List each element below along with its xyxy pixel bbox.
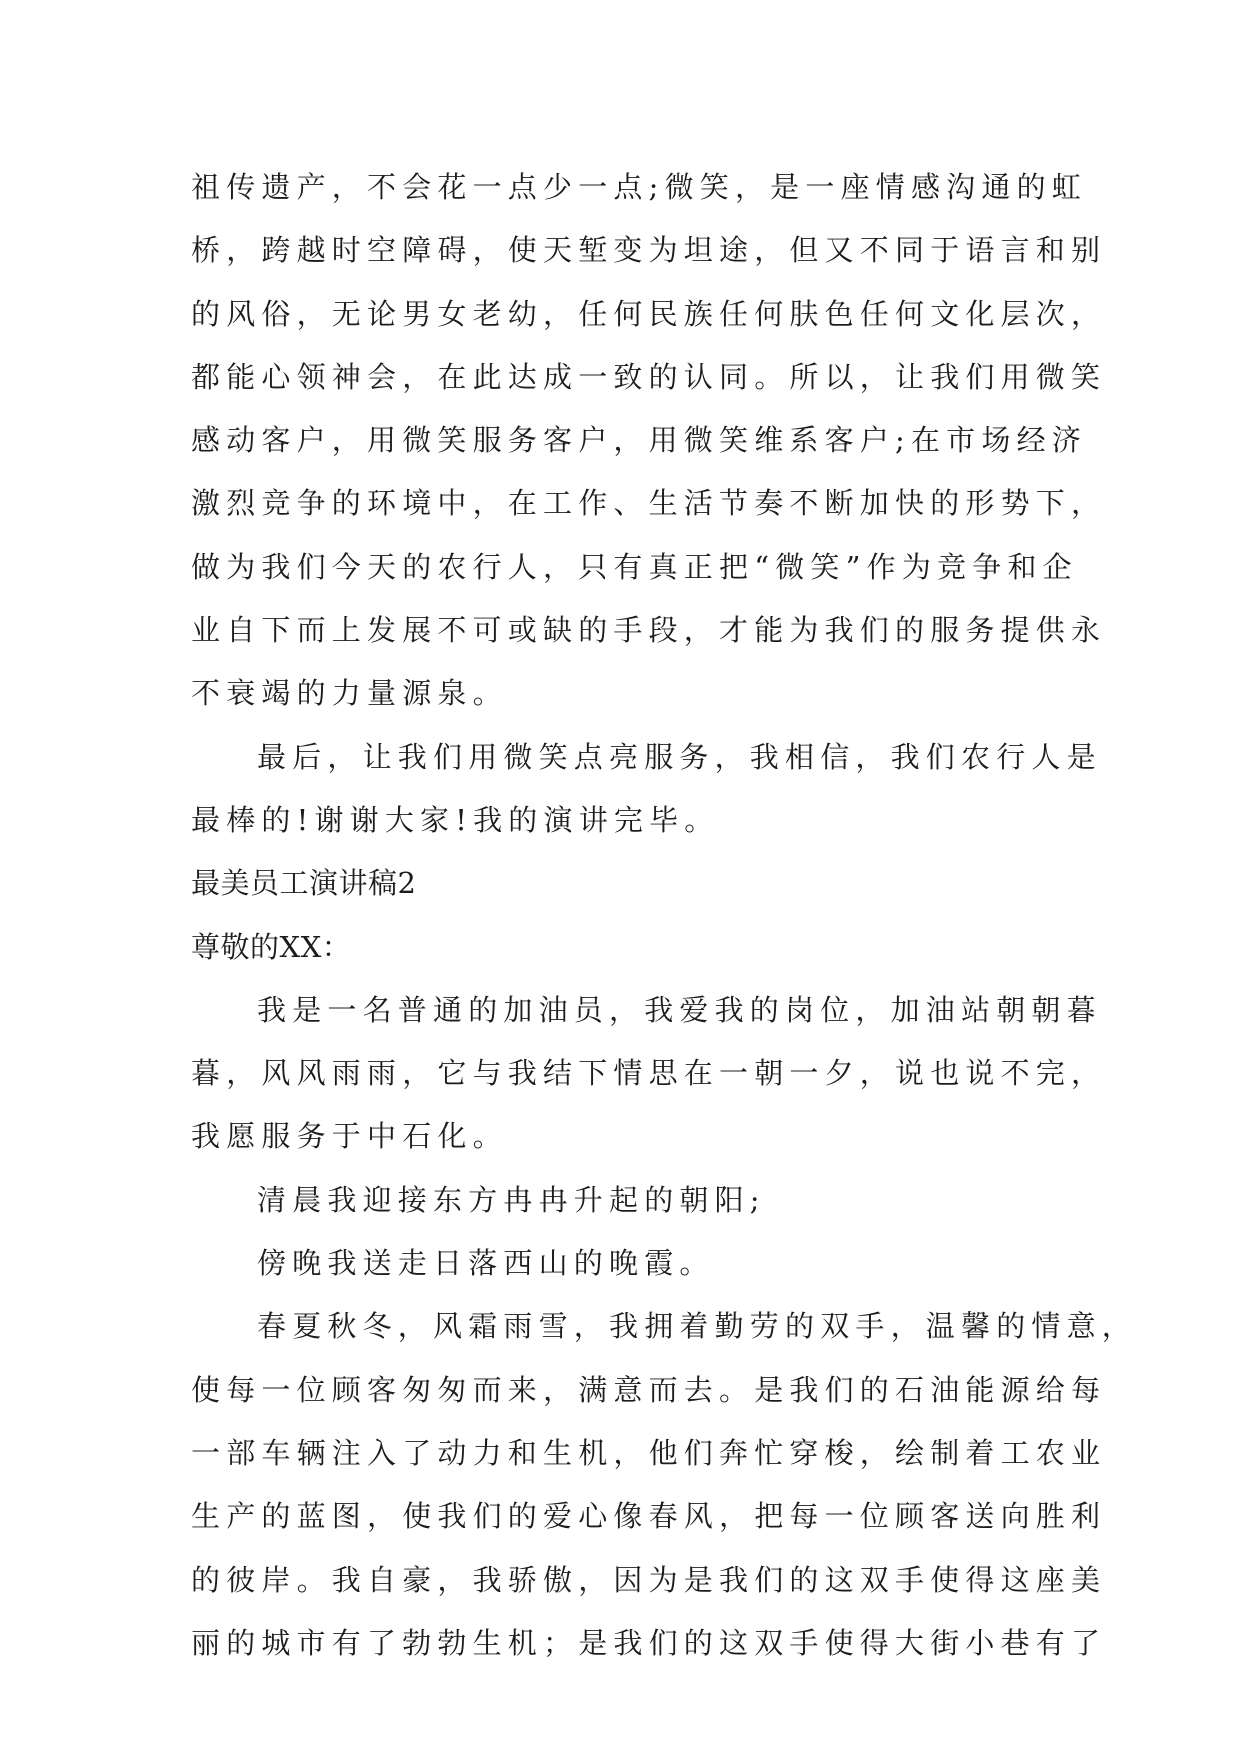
text-line: 感动客户，用微笑服务客户，用微笑维系客户;在市场经济: [191, 423, 1087, 458]
salutation: 尊敬的XX：: [191, 929, 352, 964]
text-line: 丽的城市有了勃勃生机；是我们的这双手使得大街小巷有了: [191, 1625, 1107, 1660]
paragraph-first-line: 最后，让我们用微笑点亮服务，我相信，我们农行人是: [257, 739, 1102, 774]
text-line: 不衰竭的力量源泉。: [191, 676, 508, 711]
text-line: 一部车辆注入了动力和生机，他们奔忙穿梭，绘制着工农业: [191, 1435, 1107, 1470]
text-line: 使每一位顾客匆匆而来，满意而去。是我们的石油能源给每: [191, 1372, 1107, 1407]
text-line: 业自下而上发展不可或缺的手段，才能为我们的服务提供永: [191, 613, 1107, 648]
text-line: 暮，风风雨雨，它与我结下情思在一朝一夕，说也说不完，: [191, 1056, 1107, 1091]
paragraph-first-line: 春夏秋冬，风霜雨雪，我拥着勤劳的双手，温馨的情意，: [257, 1309, 1138, 1344]
text-line: 做为我们今天的农行人，只有真正把“微笑”作为竞争和企: [191, 549, 1078, 584]
text-line: 生产的蓝图，使我们的爱心像春风，把每一位顾客送向胜利: [191, 1499, 1107, 1534]
paragraph-first-line: 我是一名普通的加油员，我爱我的岗位，加油站朝朝暮: [257, 992, 1102, 1027]
text-line: 都能心领神会，在此达成一致的认同。所以，让我们用微笑: [191, 359, 1107, 394]
text-line: 激烈竞争的环境中，在工作、生活节奏不断加快的形势下，: [191, 486, 1107, 521]
text-line: 我愿服务于中石化。: [191, 1119, 508, 1154]
paragraph-first-line: 傍晚我送走日落西山的晚霞。: [257, 1246, 715, 1281]
section-title: 最美员工演讲稿2: [191, 866, 417, 901]
document-body: [191, 156, 1138, 1675]
paragraph-first-line: 清晨我迎接东方冉冉升起的朝阳;: [257, 1182, 766, 1217]
text-line: 祖传遗产，不会花一点少一点;微笑，是一座情感沟通的虹: [191, 170, 1087, 204]
text-line: 的彼岸。我自豪，我骄傲，因为是我们的这双手使得这座美: [191, 1562, 1107, 1597]
text-line: 桥，跨越时空障碍，使天堑变为坦途，但又不同于语言和别: [191, 233, 1107, 268]
text-line: 最棒的!谢谢大家!我的演讲完毕。: [191, 802, 720, 837]
text-line: 的风俗，无论男女老幼，任何民族任何肤色任何文化层次，: [191, 296, 1107, 331]
